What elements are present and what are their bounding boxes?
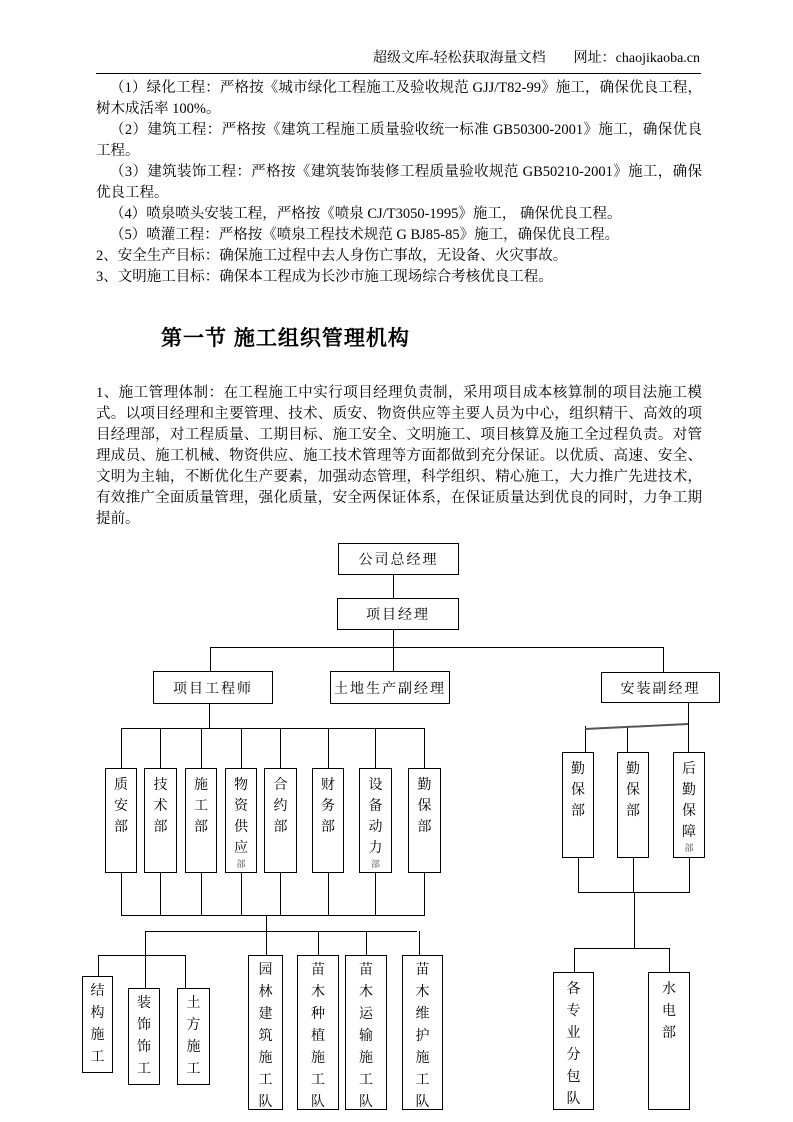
connector-line [98, 955, 99, 976]
connector-line [318, 931, 319, 955]
connector-line [574, 948, 670, 949]
connector-line [98, 955, 185, 956]
connector-line [688, 724, 689, 752]
node-logistics-dept-1 [562, 752, 594, 858]
node-label-tail: 部 [684, 843, 694, 853]
connector-line [424, 873, 425, 915]
node-label: 施 工 部 [194, 778, 208, 835]
connector-line [241, 728, 242, 768]
connector-line [669, 948, 670, 972]
connector-line [627, 726, 628, 752]
connector-line [689, 858, 690, 892]
node-label: 勤 保 部 [571, 762, 585, 819]
node-earthwork-construction [177, 988, 210, 1085]
objective-item-4: （4）喷泉喷头安装工程，严格按《喷泉 CJ/T3050-1995》施工， 确保优良工程。 [110, 206, 622, 222]
node-label: 后 勤 保 障 [682, 762, 696, 840]
node-label: 苗 木 维 护 施 工 队 [415, 963, 430, 1110]
node-project-manager: 项目经理 [337, 598, 459, 630]
node-label: 水 电 部 [662, 982, 676, 1041]
connector-line [121, 873, 122, 915]
node-logistics-dept-2 [617, 752, 649, 858]
connector-line [241, 873, 242, 915]
node-label: 勤 保 部 [417, 778, 432, 835]
safety-objective: 2、安全生产目标：确保施工过程中去人身伤亡事故，无设备、火灾事故。 [96, 248, 568, 264]
node-construction-dept [185, 768, 217, 873]
connector-line [578, 858, 579, 892]
header-watermark: 超级文库-轻松获取海量文档 网址：chaojikaoba.cn [372, 51, 700, 66]
node-label: 苗 木 运 输 施 工 队 [359, 963, 373, 1110]
node-label: 结 构 施 工 [90, 984, 105, 1065]
connector-line [121, 915, 425, 916]
connector-line [185, 955, 186, 988]
management-paragraph: 1、施工管理体制：在工程施工中实行项目经理负责制，采用项目成本核算制的项目法施工模式。以项目经理和主要管理、技术、质安、物资供应等主要人员为中心，组织精干、高效的项目经理部，对工程质量、工期目标、施工安全、文明施工、项目核算及施工全过程负责。对管理成员、施工机械、物资供应、施工技术管理等方面都做到充分保证。以优质、高速、安全、文明为主轴，不断优化生产要素，加强动态管理，科学组织、精心施工，大力推广先进技术，有效推广全面质量管理，强化质量，安全两保证体系，在保证质量达到优良的同时，力争工期提前。 [96, 385, 702, 527]
connector-line [210, 647, 211, 671]
connector-line [424, 728, 425, 768]
connector-line [375, 728, 376, 768]
connector-line [328, 728, 329, 768]
node-logistics-support-dept [408, 768, 441, 873]
node-company-general-manager: 公司总经理 [338, 543, 459, 575]
connector-line [393, 575, 394, 598]
connector-line [201, 873, 202, 915]
node-label-tail: 部 [236, 859, 246, 869]
node-water-electricity-dept [648, 972, 690, 1110]
node-label: 各 专 业 分 包 队 [566, 982, 581, 1107]
connector-line [663, 647, 664, 672]
connector-line [328, 873, 329, 915]
node-label: 合 约 部 [273, 778, 288, 835]
node-project-engineer: 项目工程师 [153, 671, 273, 704]
connector-line [266, 931, 267, 955]
node-label: 苗 木 种 植 施 工 队 [311, 963, 325, 1110]
objective-item-5: （5）喷灌工程：严格按《喷泉工程技术规范 G BJ85-85》施工，确保优良工程。 [110, 227, 620, 243]
objective-item-1: （1）绿化工程：严格按《城市绿化工程施工及验收规范 GJJ/T82-99》施工，确保优良工程，树木成活率 100%。 [96, 80, 702, 117]
connector-line [366, 931, 367, 955]
connector-line [209, 704, 210, 728]
connector-line [145, 955, 146, 988]
connector-line [585, 723, 688, 730]
node-label: 物 资 供 应 [234, 778, 248, 856]
connector-line [145, 931, 417, 932]
node-installation-deputy-manager: 安装副经理 [601, 672, 720, 703]
connector-line [578, 892, 690, 893]
node-label: 装 饰 饰 工 [137, 996, 151, 1077]
node-structure-construction [82, 976, 113, 1073]
node-label: 技 术 部 [153, 778, 168, 835]
connector-line [160, 728, 161, 768]
section-title: 第一节 施工组织管理机构 [161, 327, 410, 350]
node-label: 勤 保 部 [626, 762, 640, 819]
connector-line [688, 703, 689, 724]
node-rear-logistics-support-dept [673, 752, 705, 858]
connector-line [201, 728, 202, 768]
connector-line [419, 931, 420, 955]
node-quality-safety-dept [105, 768, 137, 873]
node-label-tail: 部 [370, 859, 380, 869]
node-material-supply-dept [225, 768, 257, 873]
node-label: 财 务 部 [321, 778, 335, 835]
connector-line [633, 858, 634, 892]
connector-line [574, 948, 575, 972]
node-label: 园 林 建 筑 施 工 队 [258, 963, 273, 1110]
node-decoration-construction [128, 988, 160, 1085]
objective-item-3: （3）建筑装饰工程：严格按《建筑装饰装修工程质量验收规范 GB50210-2001》施工，确保优良工程。 [96, 164, 702, 201]
node-land-production-deputy-manager: 土地生产副经理 [330, 671, 450, 704]
objective-item-2: （2）建筑工程：严格按《建筑工程施工质量验收统一标准 GB50300-2001》施工，确保优良工程。 [96, 122, 702, 159]
connector-line [121, 728, 122, 768]
connector-line [266, 915, 267, 931]
connector-line [145, 931, 146, 955]
civilized-objective: 3、文明施工目标：确保本工程成为长沙市施工现场综合考核优良工程。 [96, 269, 553, 285]
connector-line [393, 630, 394, 671]
node-label: 设 备 动 力 [368, 778, 383, 856]
node-label: 土 方 施 工 [186, 996, 201, 1077]
node-seedling-maintenance-team [402, 955, 443, 1110]
connector-line [121, 728, 425, 729]
connector-line [375, 873, 376, 915]
node-technology-dept [144, 768, 177, 873]
node-subcontract-teams [553, 972, 594, 1110]
node-seedling-planting-team [297, 955, 339, 1110]
node-finance-dept [312, 768, 344, 873]
node-contract-dept [264, 768, 297, 873]
connector-line [280, 873, 281, 915]
node-label: 质 安 部 [114, 778, 128, 835]
node-seedling-transport-team [345, 955, 387, 1110]
connector-line [160, 873, 161, 915]
connector-line [280, 728, 281, 768]
node-equipment-power-dept [359, 768, 392, 873]
connector-line [210, 647, 664, 648]
node-garden-building-team [248, 955, 283, 1110]
connector-line [634, 892, 635, 948]
